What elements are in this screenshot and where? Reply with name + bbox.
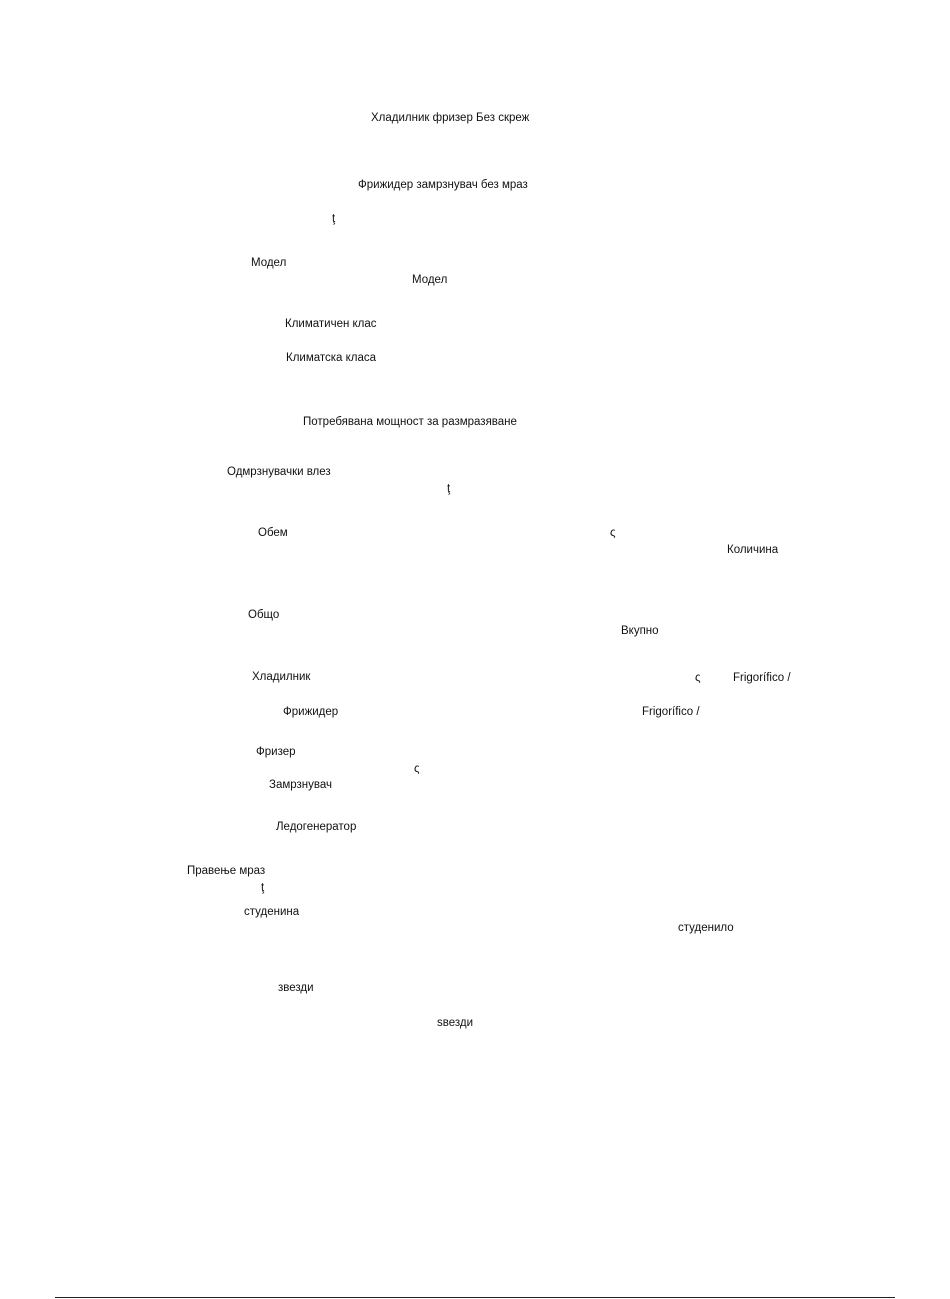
glyph-fragment: ţ — [261, 882, 265, 894]
glyph-fragment: ς — [414, 763, 420, 775]
label-cold-bg: студенина — [244, 906, 300, 918]
glyph-fragment: ς — [695, 672, 701, 684]
label-model-mk: Модел — [412, 274, 448, 286]
label-freezer-mk: Замрзнувач — [269, 779, 333, 791]
glyph-fragment: ţ — [332, 213, 336, 225]
title-macedonian: Фрижидер замрзнувач без мраз — [358, 179, 528, 191]
label-freezer-bg: Фризер — [256, 746, 296, 758]
label-total-mk: Вкупно — [621, 625, 659, 637]
label-fridge-bg: Хладилник — [252, 671, 311, 683]
footer-rule — [55, 1297, 895, 1298]
label-ice-maker-bg: Ледогенератор — [276, 821, 357, 833]
title-bulgarian: Хладилник фризер Без скреж — [371, 112, 530, 124]
label-defrost-power-mk: Одмрзнувачки влез — [227, 466, 331, 478]
label-cold-mk: студенило — [678, 922, 734, 934]
label-total-bg: Общо — [248, 609, 280, 621]
label-ice-maker-mk: Правење мраз — [187, 865, 266, 877]
label-stars-bg: звезди — [278, 982, 314, 994]
label-volume-mk: Количина — [727, 544, 779, 556]
label-volume-bg: Обем — [258, 527, 288, 539]
glyph-fragment: ς — [610, 527, 616, 539]
label-defrost-power-bg: Потребявана мощност за размразяване — [303, 416, 517, 428]
label-fridge-pt: Frigorífico / — [733, 672, 791, 684]
glyph-fragment: ţ — [447, 483, 451, 495]
label-fridge-mk: Фрижидер — [283, 706, 339, 718]
label-fridge-pt-2: Frigorífico / — [642, 706, 700, 718]
label-climate-class-bg: Климатичен клас — [285, 318, 377, 330]
label-stars-mk: ѕвезди — [437, 1017, 474, 1029]
label-model-bg: Модел — [251, 257, 287, 269]
label-climate-class-mk: Климатска класа — [286, 352, 377, 364]
